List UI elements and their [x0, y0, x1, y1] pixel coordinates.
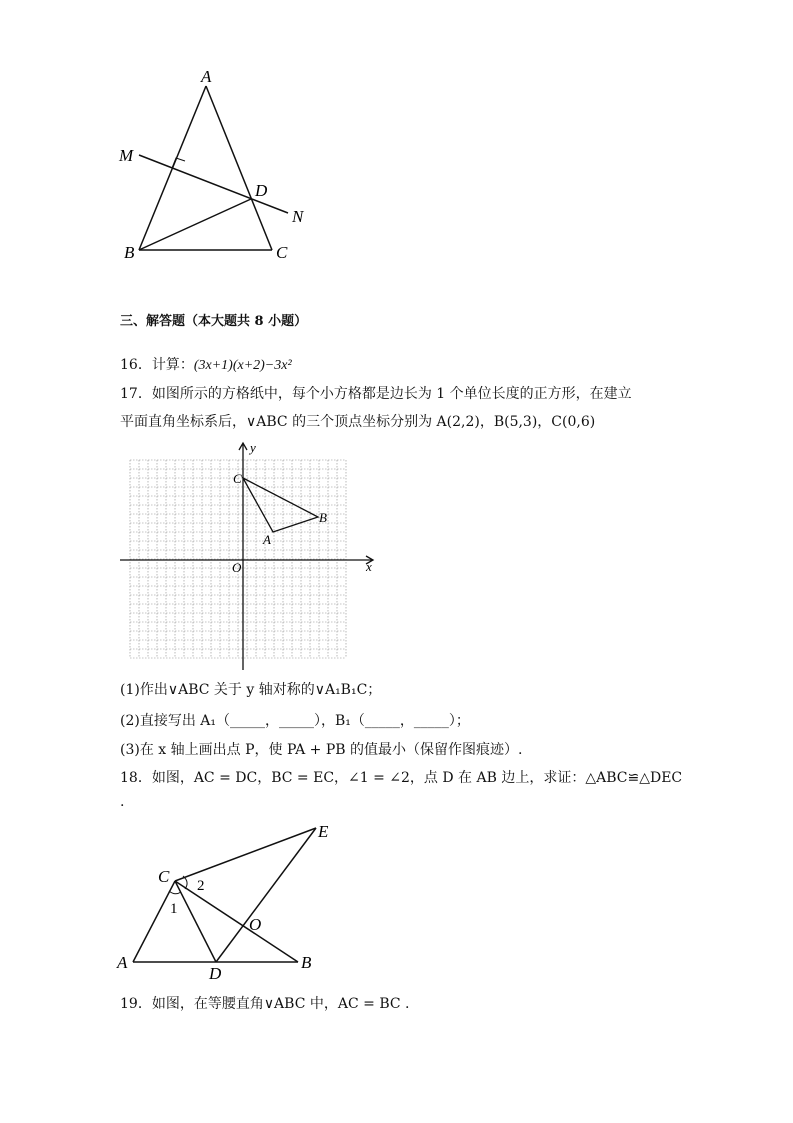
question-16	[120, 355, 292, 376]
label-e: E	[318, 822, 329, 841]
label-c: C	[276, 243, 288, 262]
q17-sub1: (1)作出∨ABC 关于 y 轴对称的∨A₁B₁C；	[120, 682, 382, 698]
label-n: N	[292, 207, 304, 226]
q17-line2: 平面直角坐标系后，∨ABC 的三个顶点坐标分别为 A(2,2)，B(5,3)，C(0,6)	[120, 414, 596, 430]
y-axis-label: y	[250, 440, 256, 455]
question-19: 19．如图，在等腰直角∨ABC 中，AC = BC .	[120, 996, 410, 1012]
coordinate-grid-figure	[110, 438, 390, 678]
segment-bd	[139, 199, 251, 250]
label-m: M	[119, 146, 134, 165]
x-axis-label: x	[366, 559, 372, 574]
segment-ac	[206, 86, 272, 250]
q18-line2: .	[120, 794, 125, 810]
segment-de	[216, 828, 316, 962]
label-d: D	[209, 964, 222, 983]
label-o: O	[249, 915, 262, 934]
section-heading: 三、解答题（本大题共 8 小题）	[120, 314, 308, 329]
grid-lines	[130, 460, 346, 658]
label-b: B	[301, 953, 312, 972]
label-d: D	[255, 181, 268, 200]
point-a-label: A	[263, 532, 271, 547]
q17-sub2: (2)直接写出 A₁（_____，_____），B₁（_____，_____）；	[120, 713, 470, 729]
label-a: A	[117, 953, 128, 972]
angle-1-arc	[169, 891, 181, 894]
figure-q18	[0, 815, 793, 985]
label-angle-2: 2	[197, 878, 205, 894]
segment-ce	[175, 828, 316, 881]
q17-sub3: (3)在 x 轴上画出点 P，使 PA + PB 的值最小（保留作图痕迹）.	[120, 742, 523, 758]
label-c: C	[158, 867, 170, 886]
q18-line1: 18．如图，AC = DC，BC = EC，∠1 = ∠2，点 D 在 AB 边上，求证：△ABC≌△DEC	[120, 770, 683, 786]
segment-cd	[175, 881, 216, 962]
point-b-label: B	[319, 510, 327, 525]
q16-expression: (3x+1)(x+2)−3x²	[193, 358, 292, 373]
origin-label: O	[232, 560, 242, 575]
label-b: B	[124, 243, 135, 262]
label-angle-1: 1	[170, 901, 178, 917]
segment-cb	[175, 881, 298, 962]
label-a: A	[201, 67, 212, 86]
q16-label: 16．计算：	[120, 357, 194, 373]
triangle-figure	[0, 0, 793, 280]
segment-ac	[133, 881, 175, 962]
right-angle-mark	[172, 158, 185, 168]
q17-line1: 17．如图所示的方格纸中，每个小方格都是边长为 1 个单位长度的正方形，在建立	[120, 386, 632, 402]
point-c-label: C	[233, 471, 242, 486]
